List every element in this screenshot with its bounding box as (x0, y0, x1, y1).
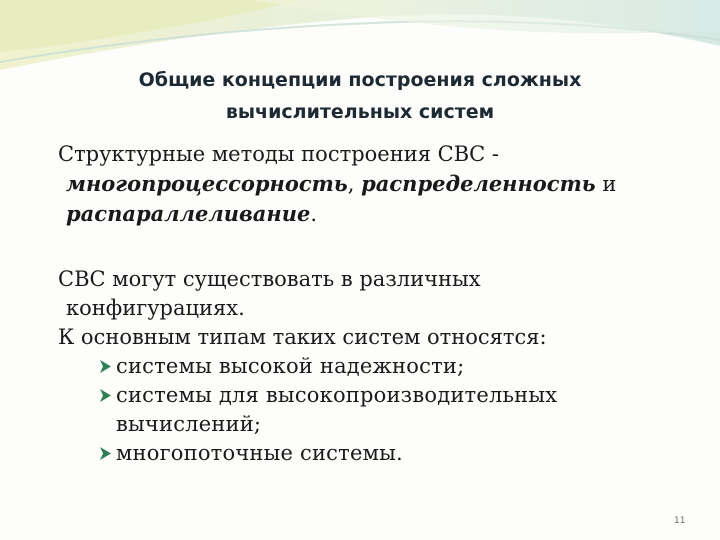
title-line-1: Общие концепции построения сложных (138, 69, 582, 91)
separator: , (347, 172, 362, 196)
slide-body (58, 140, 698, 468)
slide-number: 11 (674, 516, 686, 526)
slide-title (60, 64, 660, 128)
paragraph-configurations (58, 265, 698, 323)
list-item (58, 352, 698, 381)
paragraph-line: СВС могут существовать в различных (58, 267, 481, 291)
paragraph-structural-methods (58, 140, 698, 229)
period: . (310, 202, 318, 226)
arrow-head-bullet-icon (98, 359, 113, 374)
list-item-text: системы высокой надежности; (116, 354, 465, 378)
paragraph-line: Структурные методы построения СВС - (58, 142, 499, 166)
spacer (58, 229, 698, 265)
list-item (58, 381, 698, 439)
term-distribution: распределенность (361, 171, 596, 196)
conjunction: и (595, 172, 617, 196)
paragraph-line (58, 169, 698, 199)
paragraph-line: конфигурациях. (66, 296, 245, 320)
list-item-text: многопоточные системы. (116, 441, 403, 465)
term-parallelization: распараллеливание (66, 201, 311, 226)
list-item-text-cont: вычислений; (116, 412, 262, 436)
paragraph-line (58, 199, 698, 229)
paragraph-types-intro: К основным типам таких систем относятся: (58, 325, 547, 349)
title-line-2: вычислительных систем (225, 101, 495, 123)
arrow-head-bullet-icon (98, 446, 113, 461)
list-item-text: системы для высокопроизводительных (116, 383, 558, 407)
list-item (58, 439, 698, 468)
term-multiprocessing: многопроцессорность (66, 171, 348, 196)
arrow-head-bullet-icon (98, 388, 113, 403)
